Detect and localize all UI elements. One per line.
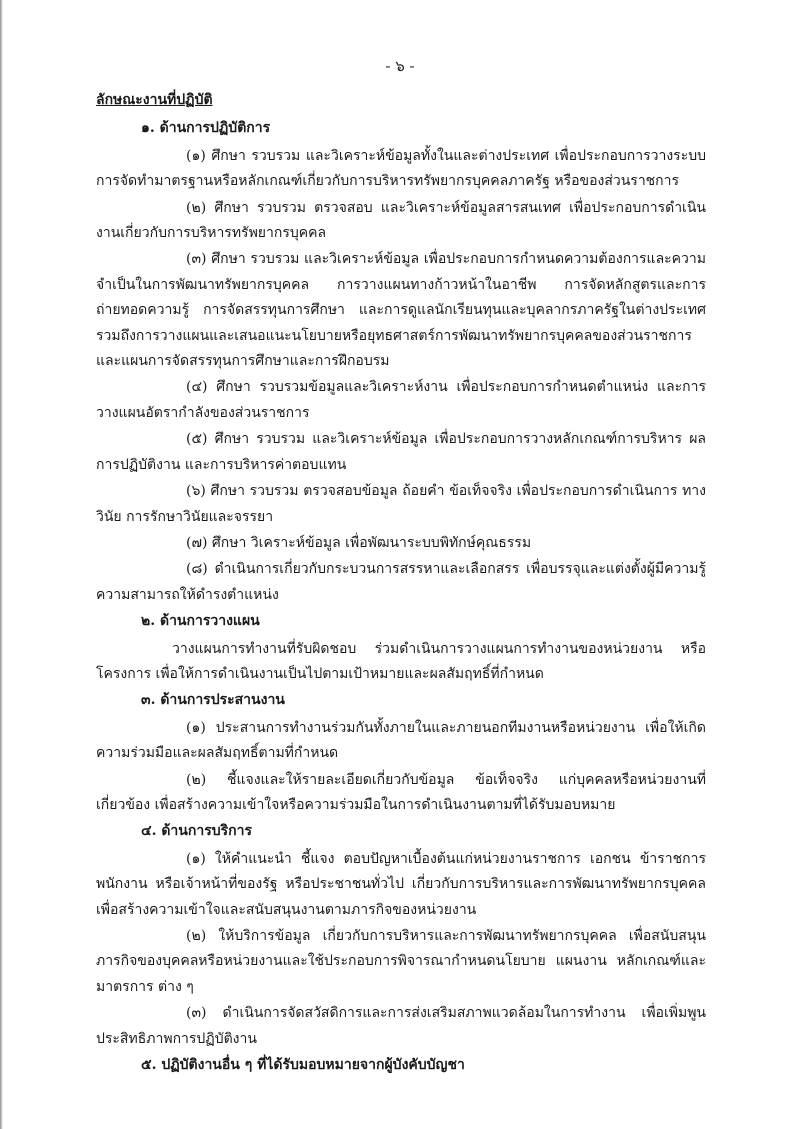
service-item-1: (๑) ให้คำแนะนำ ชี้แจง ตอบปัญหาเบื้องต้นแก่หน่วยงานราชการ เอกชน ข้าราชการ พนักงาน หรือเจ้าหน้าที่ของรัฐ หรือประชาชนทั่วไป เกี่ยวกับการบริหารและการพัฒนาทรัพยากรบุคคล เพื่อสร้างความเข้าใจและสนับสนุนงานตามภารกิจของหน่วยงาน — [96, 850, 706, 918]
section-heading-planning: ๒. ด้านการวางแผน — [141, 613, 260, 630]
operations-item-8: (๘) ดำเนินการเกี่ยวกับกระบวนการสรรหาและเลือกสรร เพื่อบรรจุและแต่งตั้งผู้มีความรู้ความสามารถให้ดำรงตำแหน่ง — [96, 561, 706, 603]
planning-item-1: วางแผนการทำงานที่รับผิดชอบ ร่วมดำเนินการวางแผนการทำงานของหน่วยงาน หรือโครงการ เพื่อให้การดำเนินงานเป็นไปตามเป้าหมายและผลสัมฤทธิ์ที่กำหนด — [96, 640, 706, 682]
document-title: ลักษณะงานที่ปฏิบัติ — [96, 92, 213, 108]
document-body — [96, 88, 706, 1080]
operations-item-2: (๒) ศึกษา รวบรวม ตรวจสอบ และวิเคราะห์ข้อมูลสารสนเทศ เพื่อประกอบการดำเนินงานเกี่ยวกับการบริหารทรัพยากรบุคคล — [96, 199, 706, 242]
scan-edge-shadow — [0, 0, 3, 1129]
coordination-item-1: (๑) ประสานการทำงานร่วมกันทั้งภายในและภายนอกทีมงานหรือหน่วยงาน เพื่อให้เกิดความร่วมมือและผลสัมฤทธิ์ตามที่กำหนด — [96, 719, 706, 762]
coordination-item-2: (๒) ชี้แจงและให้รายละเอียดเกี่ยวกับข้อมูล ข้อเท็จจริง แก่บุคคลหรือหน่วยงานที่เกี่ยวข้อง เพื่อสร้างความเข้าใจหรือความร่วมมือในการดำเนินงานตามที่ได้รับมอบหมาย — [96, 771, 706, 813]
operations-item-1: (๑) ศึกษา รวบรวม และวิเคราะห์ข้อมูลทั้งในและต่างประเทศ เพื่อประกอบการวางระบบการจัดทำมาตรฐานหรือหลักเกณฑ์เกี่ยวกับการบริหารทรัพยากรบุคคลภาครัฐ หรือของส่วนราชการ — [96, 147, 706, 190]
operations-item-7: (๗) ศึกษา วิเคราะห์ข้อมูล เพื่อพัฒนาระบบพิทักษ์คุณธรรม — [186, 534, 532, 551]
operations-item-4: (๔) ศึกษา รวบรวมข้อมูลและวิเคราะห์งาน เพื่อประกอบการกำหนดตำแหน่ง และการวางแผนอัตรากำลังของส่วนราชการ — [96, 379, 706, 421]
operations-item-3: (๓) ศึกษา รวบรวม และวิเคราะห์ข้อมูล เพื่อประกอบการกำหนดความต้องการและความจำเป็นในการพัฒนาทรัพยากรบุคคล การวางแผนทางก้าวหน้าในอาชีพ การจัดหลักสูตรและการถ่ายทอดความรู้ การจัดสรรทุนการศึกษา และการดูแลนักเรียนทุนและบุคลากรภาครัฐในต่างประเทศ รวมถึงการวางแผนและเสนอแนะนโยบายหรือยุทธศาสตร์การพัฒนาทรัพยากรบุคคลของส่วนราชการและแผนการจัดสรรทุนการศึกษาและการฝึกอบรม — [96, 251, 706, 370]
operations-item-5: (๕) ศึกษา รวบรวม และวิเคราะห์ข้อมูล เพื่อประกอบการวางหลักเกณฑ์การบริหาร ผลการปฏิบัติงาน และการบริหารค่าตอบแทน — [96, 431, 706, 473]
section-heading-operations: ๑. ด้านการปฏิบัติการ — [141, 120, 271, 137]
service-item-3: (๓) ดำเนินการจัดสวัสดิการและการส่งเสริมสภาพแวดล้อมในการทำงาน เพื่อเพิ่มพูนประสิทธิภาพการปฏิบัติงาน — [96, 1005, 706, 1047]
section-heading-service: ๔. ด้านการบริการ — [141, 823, 252, 840]
operations-item-6: (๖) ศึกษา รวบรวม ตรวจสอบข้อมูล ถ้อยคำ ข้อเท็จจริง เพื่อประกอบการดำเนินการ ทางวินัย การรักษาวินัยและจรรยา — [96, 483, 706, 525]
page-number: - ๖ - — [385, 57, 415, 75]
section-heading-coordination: ๓. ด้านการประสานงาน — [141, 692, 285, 709]
service-item-2: (๒) ให้บริการข้อมูล เกี่ยวกับการบริหารและการพัฒนาทรัพยากรบุคคล เพื่อสนับสนุนภารกิจของบุคคลหรือหน่วยงานและใช้ประกอบการพิจารณากำหนดนโยบาย แผนงาน หลักเกณฑ์และมาตรการ ต่าง ๆ — [96, 928, 706, 995]
section-heading-other-duties: ๕. ปฏิบัติงานอื่น ๆ ที่ได้รับมอบหมายจากผู้บังคับบัญชา — [141, 1057, 465, 1074]
